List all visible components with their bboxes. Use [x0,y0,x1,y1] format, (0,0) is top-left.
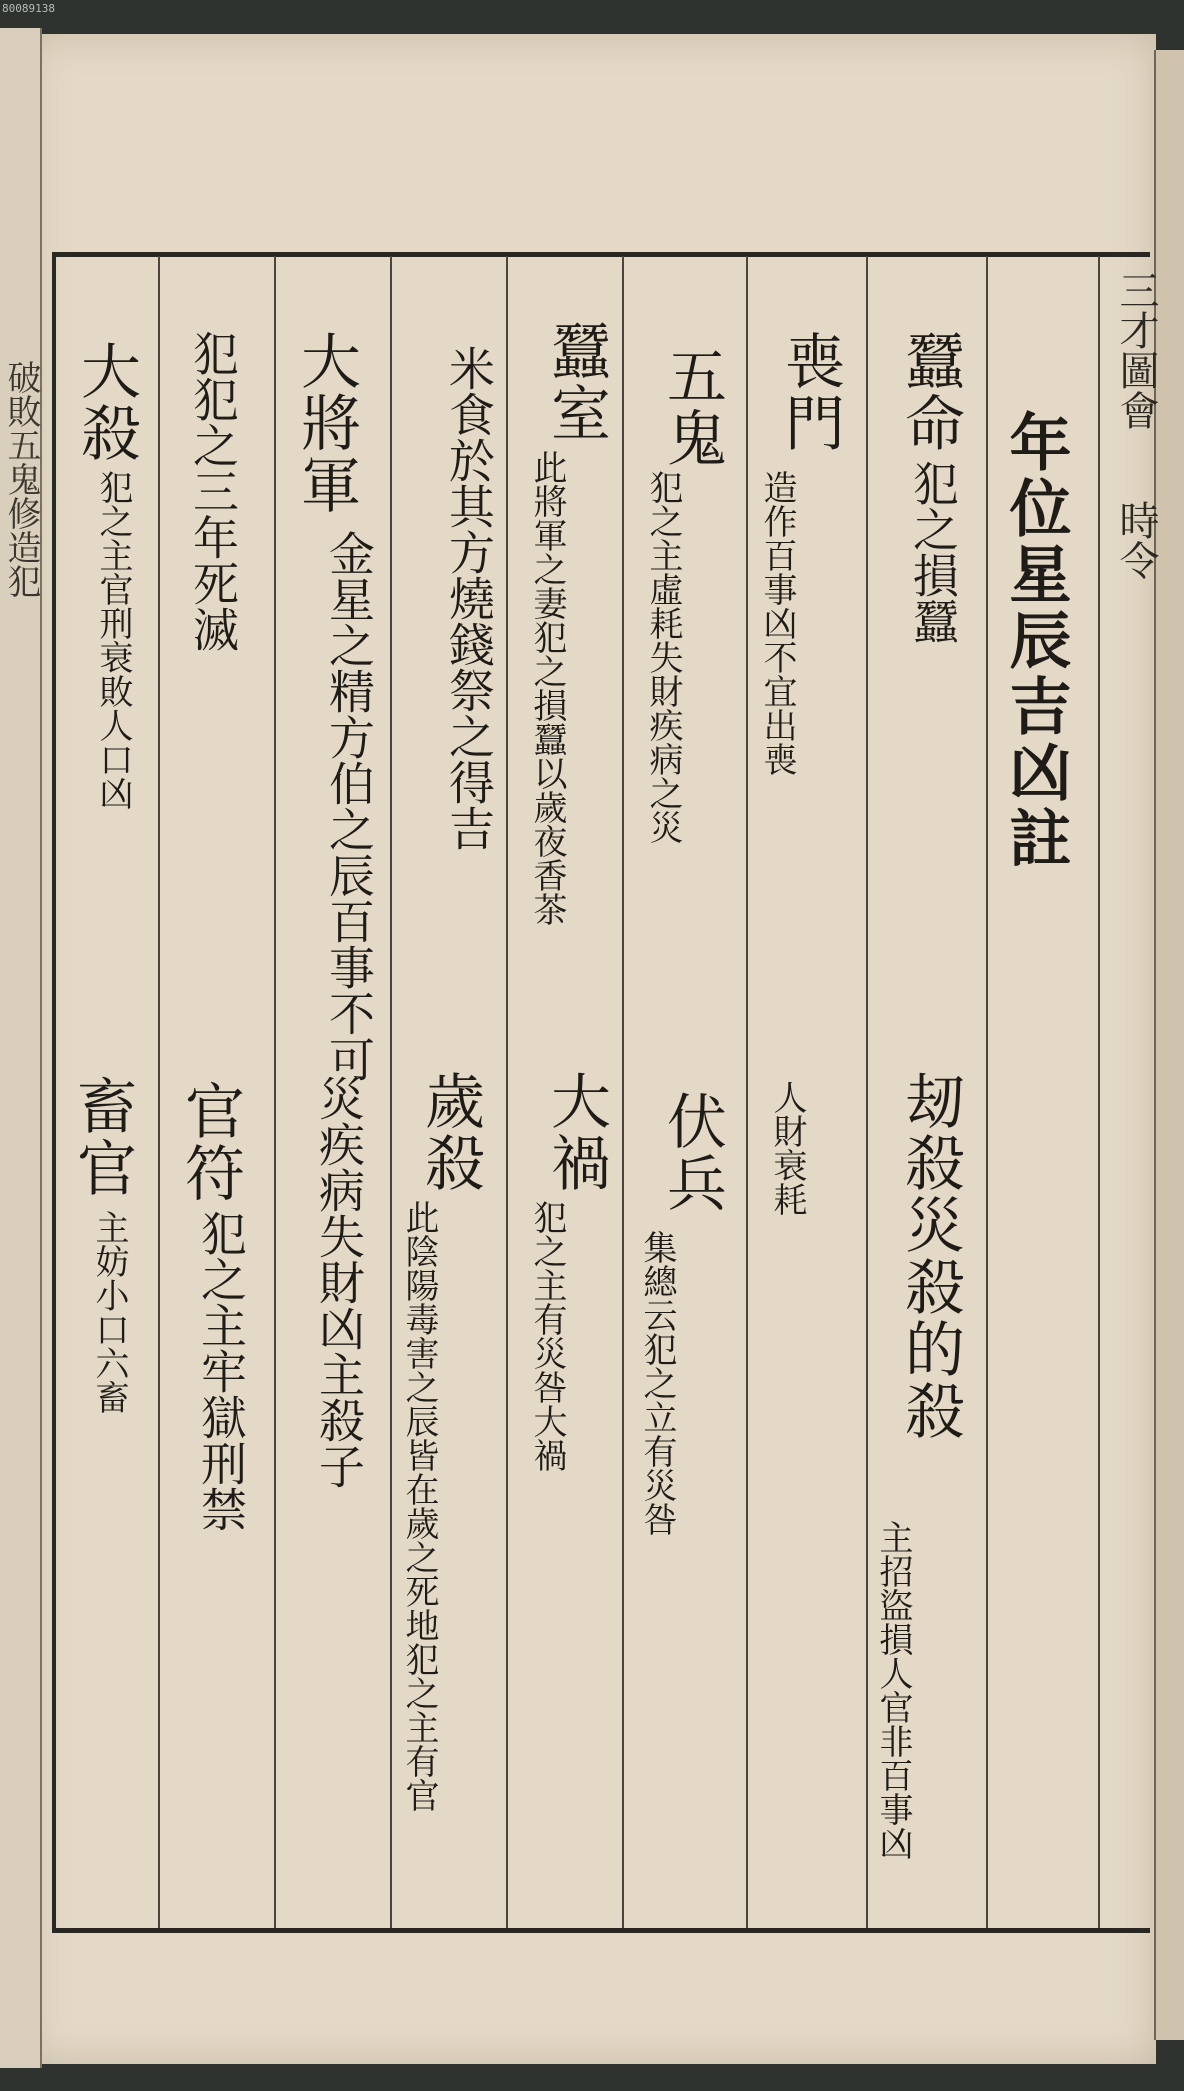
entry-head: 大將軍 [291,330,361,516]
column-rule [622,256,624,1928]
section-title: 年位星辰吉凶註 [999,410,1072,872]
entry-note: 米食於其方燒錢祭之得吉 [442,345,496,851]
entry-head: 官符 [175,1080,245,1204]
entry-note: 犯犯之三年死滅 [186,330,240,652]
archive-id: 80089138 [2,2,55,15]
entry-note: 犯之損蠶 [906,460,960,644]
entry-head: 蠶命 [895,330,965,454]
entry-note: 犯之主有災咎大禍 [527,1200,567,1472]
column-rule [274,256,276,1928]
entry-head: 伏兵 [657,1090,727,1214]
entry-head: 蠶室 [541,320,611,444]
entry-note: 主招盜損人官非百事凶 [873,1520,913,1860]
column-rule [506,256,508,1928]
edge-section: 時令 [1113,500,1159,580]
entry-note: 主妨小口六畜 [89,1210,129,1414]
previous-page-text: 破敗五鬼修造犯 [1,360,41,598]
book-edge-title: 三才圖會 [1113,270,1159,430]
frame-left-border [52,252,56,1933]
entry-note: 犯之主牢獄刑禁 [194,1210,248,1532]
entry-note: 災疾病失財凶主殺子 [312,1075,366,1489]
entry-head: 畜官 [67,1075,137,1199]
entry-head: 歲殺 [415,1070,485,1194]
entry-note: 犯之主官刑衰敗人口凶 [93,470,133,810]
previous-page-edge [0,28,42,2068]
entry-note: 人財衰耗 [767,1080,807,1216]
entry-note: 此陰陽毒害之辰皆在歲之死地犯之主有官 [399,1200,439,1812]
entry-note: 此將軍之妻犯之損蠶以歲夜香茶 [527,450,567,926]
column-rule [1098,256,1100,1928]
entry-head: 大殺 [71,340,141,464]
entry-note: 犯之主虛耗失財疾病之災 [643,470,683,844]
column-rule [158,256,160,1928]
column-rule [866,256,868,1928]
column-rule [746,256,748,1928]
entry-head: 喪門 [775,330,845,454]
frame-bottom-border [52,1928,1150,1933]
entry-head: 五鬼 [657,345,727,469]
column-rule [986,256,988,1928]
entry-note: 造作百事凶不宜出喪 [757,470,797,776]
column-rule [390,256,392,1928]
entry-head: 大禍 [541,1070,611,1194]
entry-note: 集總云犯之立有災咎 [637,1230,677,1536]
entry-note: 金星之精方伯之辰百事不可 [322,530,376,1082]
entry-head: 刼殺災殺的殺 [895,1070,965,1442]
